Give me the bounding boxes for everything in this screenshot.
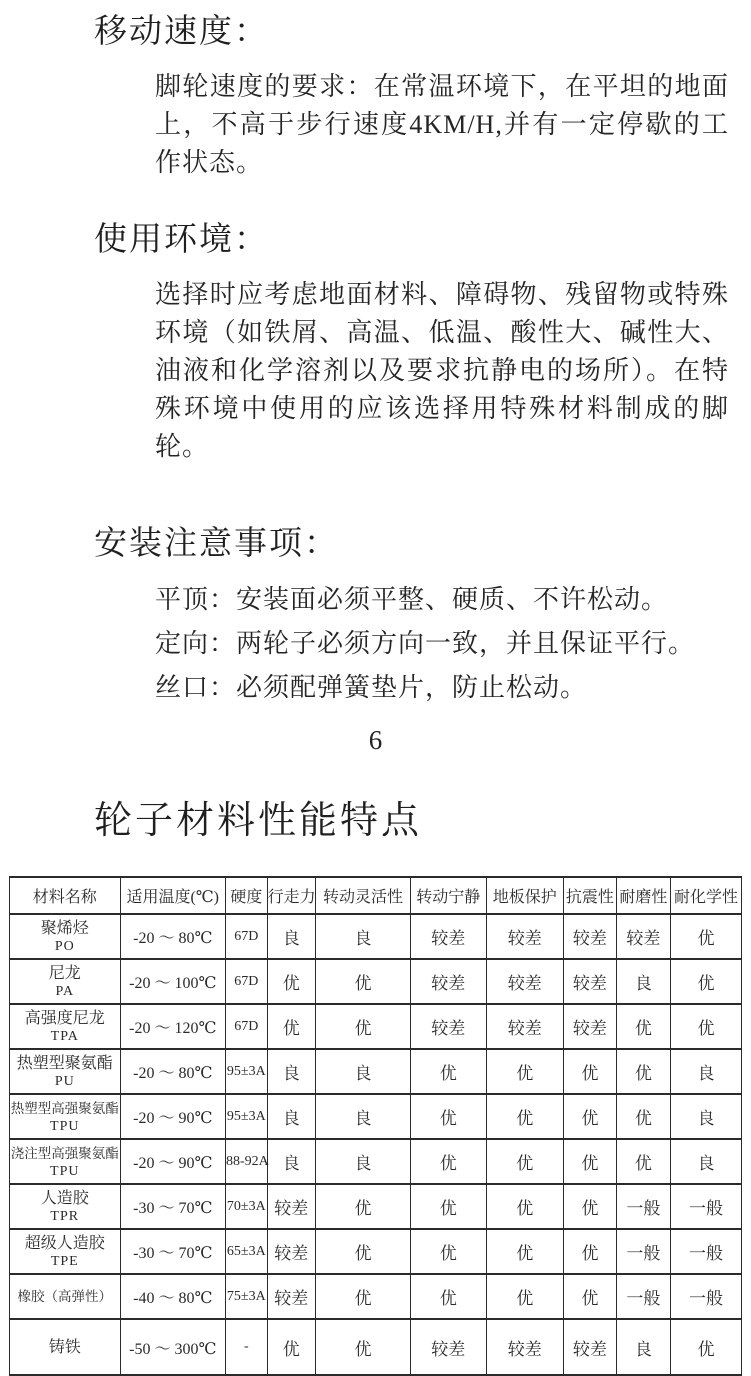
rating-cell: 优: [670, 959, 741, 1004]
temperature-cell: -20 ～ 90℃: [120, 1094, 225, 1139]
rating-cell: 较差: [564, 1319, 617, 1375]
material-code: PU: [54, 1073, 75, 1089]
rating-cell: 良: [267, 914, 315, 959]
material-name-cell: [10, 1229, 121, 1274]
material-name-cell: [10, 914, 121, 959]
column-header: 行走力: [267, 877, 315, 914]
rating-cell: 较差: [486, 914, 564, 959]
rating-cell: 优: [267, 1319, 315, 1375]
hardness-cell: 67D: [225, 914, 267, 959]
column-header: 耐化学性: [670, 877, 741, 914]
hardness-cell: 75±3A: [225, 1274, 267, 1319]
column-header: 转动宁静: [411, 877, 486, 914]
rating-cell: 优: [616, 1049, 670, 1094]
rating-cell: 优: [486, 1184, 564, 1229]
material-name-cell: [10, 1319, 121, 1375]
rating-cell: 优: [670, 1004, 741, 1049]
material-name-cell: [10, 959, 121, 1004]
rating-cell: 较差: [267, 1184, 315, 1229]
rating-cell: 优: [670, 914, 741, 959]
rating-cell: 优: [564, 1274, 617, 1319]
material-table-body: [10, 914, 742, 1375]
hardness-cell: 70±3A: [225, 1184, 267, 1229]
rating-cell: 优: [411, 1139, 486, 1184]
table-row: [10, 914, 742, 959]
moving-speed-body: 脚轮速度的要求：在常温环境下，在平坦的地面上，不高于步行速度4KM/H,并有一定停歇的工作状态。: [155, 72, 729, 177]
material-name: 聚烯烃: [40, 919, 89, 937]
material-name: 橡胶（高弹性）: [17, 1289, 113, 1304]
table-row: [10, 1094, 742, 1139]
rating-cell: 良: [616, 1319, 670, 1375]
rating-cell: 优: [616, 1094, 670, 1139]
column-header: 抗震性: [564, 877, 617, 914]
material-name: 尼龙: [48, 964, 81, 982]
material-code: TPE: [50, 1253, 79, 1269]
page-number: 6: [368, 725, 383, 755]
rating-cell: 良: [315, 1139, 410, 1184]
section-moving-speed: [0, 0, 751, 182]
hardness-cell: -: [225, 1319, 267, 1375]
rating-cell: 较差: [564, 959, 617, 1004]
rating-cell: 一般: [670, 1229, 741, 1274]
table-row: [10, 1229, 742, 1274]
table-header-row: [10, 877, 742, 914]
rating-cell: 良: [315, 914, 410, 959]
section-install-notes: [0, 524, 751, 701]
material-code: TPA: [50, 1028, 79, 1044]
rating-cell: 较差: [411, 914, 486, 959]
material-name: 高强度尼龙: [24, 1009, 105, 1027]
temperature-cell: -40 ～ 80℃: [120, 1274, 225, 1319]
material-name-cell: [10, 1004, 121, 1049]
rating-cell: 良: [315, 1094, 410, 1139]
usage-environment-heading: 使用环境：: [94, 222, 269, 258]
rating-cell: 优: [564, 1049, 617, 1094]
column-header: 硬度: [225, 877, 267, 914]
table-row: [10, 1319, 742, 1375]
temperature-cell: -50 ～ 300℃: [120, 1319, 225, 1375]
rating-cell: 一般: [616, 1229, 670, 1274]
hardness-cell: 95±3A: [225, 1049, 267, 1094]
rating-cell: 优: [267, 1004, 315, 1049]
column-header: 适用温度(℃): [120, 877, 225, 914]
hardness-cell: 95±3A: [225, 1094, 267, 1139]
install-notes-heading: 安装注意事项：: [94, 526, 339, 562]
rating-cell: 良: [670, 1139, 741, 1184]
rating-cell: 优: [564, 1229, 617, 1274]
rating-cell: 良: [616, 959, 670, 1004]
rating-cell: 较差: [486, 1319, 564, 1375]
usage-environment-body: 选择时应考虑地面材料、障碍物、残留物或特殊环境（如铁屑、高温、低温、酸性大、碱性大、油液和化学溶剂以及要求抗静电的场所）。在特殊环境中使用的应该选择用特殊材料制成的脚轮。: [155, 280, 729, 461]
material-name: 热塑型高强聚氨酯: [10, 1100, 119, 1116]
rating-cell: 优: [486, 1049, 564, 1094]
temperature-cell: -20 ～ 100℃: [120, 959, 225, 1004]
temperature-cell: -20 ～ 80℃: [120, 914, 225, 959]
rating-cell: 较差: [486, 1004, 564, 1049]
table-row: [10, 1274, 742, 1319]
temperature-cell: -30 ～ 70℃: [120, 1184, 225, 1229]
install-notes-list: [0, 586, 751, 701]
hardness-cell: 67D: [225, 959, 267, 1004]
temperature-cell: -20 ～ 80℃: [120, 1049, 225, 1094]
rating-cell: 较差: [267, 1274, 315, 1319]
material-name: 铸铁: [48, 1338, 81, 1356]
rating-cell: 较差: [486, 959, 564, 1004]
rating-cell: 良: [315, 1049, 410, 1094]
rating-cell: 良: [670, 1049, 741, 1094]
rating-cell: 优: [486, 1274, 564, 1319]
rating-cell: 较差: [616, 914, 670, 959]
rating-cell: 一般: [670, 1184, 741, 1229]
rating-cell: 较差: [267, 1229, 315, 1274]
material-name: 浇注型高强聚氨酯: [10, 1145, 119, 1161]
material-code: TPU: [50, 1163, 80, 1179]
rating-cell: 优: [267, 959, 315, 1004]
rating-cell: 一般: [616, 1274, 670, 1319]
rating-cell: 优: [315, 1184, 410, 1229]
rating-cell: 优: [411, 1184, 486, 1229]
temperature-cell: -30 ～ 70℃: [120, 1229, 225, 1274]
rating-cell: 优: [315, 1274, 410, 1319]
material-name: 人造胶: [40, 1189, 89, 1207]
hardness-cell: 65±3A: [225, 1229, 267, 1274]
hardness-cell: 88-92A: [225, 1139, 267, 1184]
rating-cell: 较差: [564, 914, 617, 959]
material-name: 热塑型聚氨酯: [16, 1054, 113, 1072]
table-row: [10, 959, 742, 1004]
rating-cell: 优: [670, 1319, 741, 1375]
rating-cell: 优: [616, 1004, 670, 1049]
rating-cell: 较差: [411, 1319, 486, 1375]
material-name-cell: [10, 1139, 121, 1184]
rating-cell: 较差: [564, 1004, 617, 1049]
column-header: 耐磨性: [616, 877, 670, 914]
table-row: [10, 1004, 742, 1049]
rating-cell: 良: [670, 1094, 741, 1139]
rating-cell: 优: [486, 1094, 564, 1139]
table-row: [10, 1184, 742, 1229]
rating-cell: 优: [616, 1139, 670, 1184]
rating-cell: 优: [564, 1184, 617, 1229]
rating-cell: 优: [564, 1139, 617, 1184]
rating-cell: 优: [486, 1139, 564, 1184]
rating-cell: 较差: [411, 1004, 486, 1049]
rating-cell: 优: [411, 1229, 486, 1274]
rating-cell: 优: [315, 1229, 410, 1274]
temperature-cell: -20 ～ 90℃: [120, 1139, 225, 1184]
rating-cell: 优: [315, 1319, 410, 1375]
column-header: 地板保护: [486, 877, 564, 914]
column-header: 材料名称: [10, 877, 121, 914]
rating-cell: 良: [267, 1139, 315, 1184]
table-row: [10, 1049, 742, 1094]
rating-cell: 一般: [670, 1274, 741, 1319]
rating-cell: 优: [315, 1004, 410, 1049]
rating-cell: 良: [267, 1094, 315, 1139]
rating-cell: 一般: [616, 1184, 670, 1229]
material-performance-table: [9, 876, 742, 1376]
rating-cell: 优: [411, 1049, 486, 1094]
material-name-cell: [10, 1049, 121, 1094]
hardness-cell: 67D: [225, 1004, 267, 1049]
install-note-flat-top: 平顶：安装面必须平整、硬质、不许松动。: [155, 585, 669, 614]
rating-cell: 优: [411, 1094, 486, 1139]
material-code: TPR: [50, 1208, 80, 1224]
rating-cell: 优: [411, 1274, 486, 1319]
moving-speed-heading: 移动速度：: [94, 14, 269, 50]
rating-cell: 较差: [411, 959, 486, 1004]
install-note-fixed-direction: 定向：两轮子必须方向一致，并且保证平行。: [155, 629, 696, 658]
section-usage-environment: [0, 220, 751, 466]
material-code: PO: [54, 938, 75, 954]
install-note-threaded: 丝口：必须配弹簧垫片，防止松动。: [155, 673, 588, 702]
rating-cell: 优: [564, 1094, 617, 1139]
material-name: 超级人造胶: [24, 1234, 105, 1252]
rating-cell: 优: [486, 1229, 564, 1274]
material-name-cell: [10, 1184, 121, 1229]
table-title: 轮子材料性能特点: [94, 800, 423, 842]
material-code: PA: [55, 983, 75, 999]
table-row: [10, 1139, 742, 1184]
column-header: 转动灵活性: [315, 877, 410, 914]
temperature-cell: -20 ～ 120℃: [120, 1004, 225, 1049]
rating-cell: 良: [267, 1049, 315, 1094]
material-name-cell: [10, 1094, 121, 1139]
material-name-cell: [10, 1274, 121, 1319]
rating-cell: 优: [315, 959, 410, 1004]
material-code: TPU: [50, 1118, 80, 1134]
